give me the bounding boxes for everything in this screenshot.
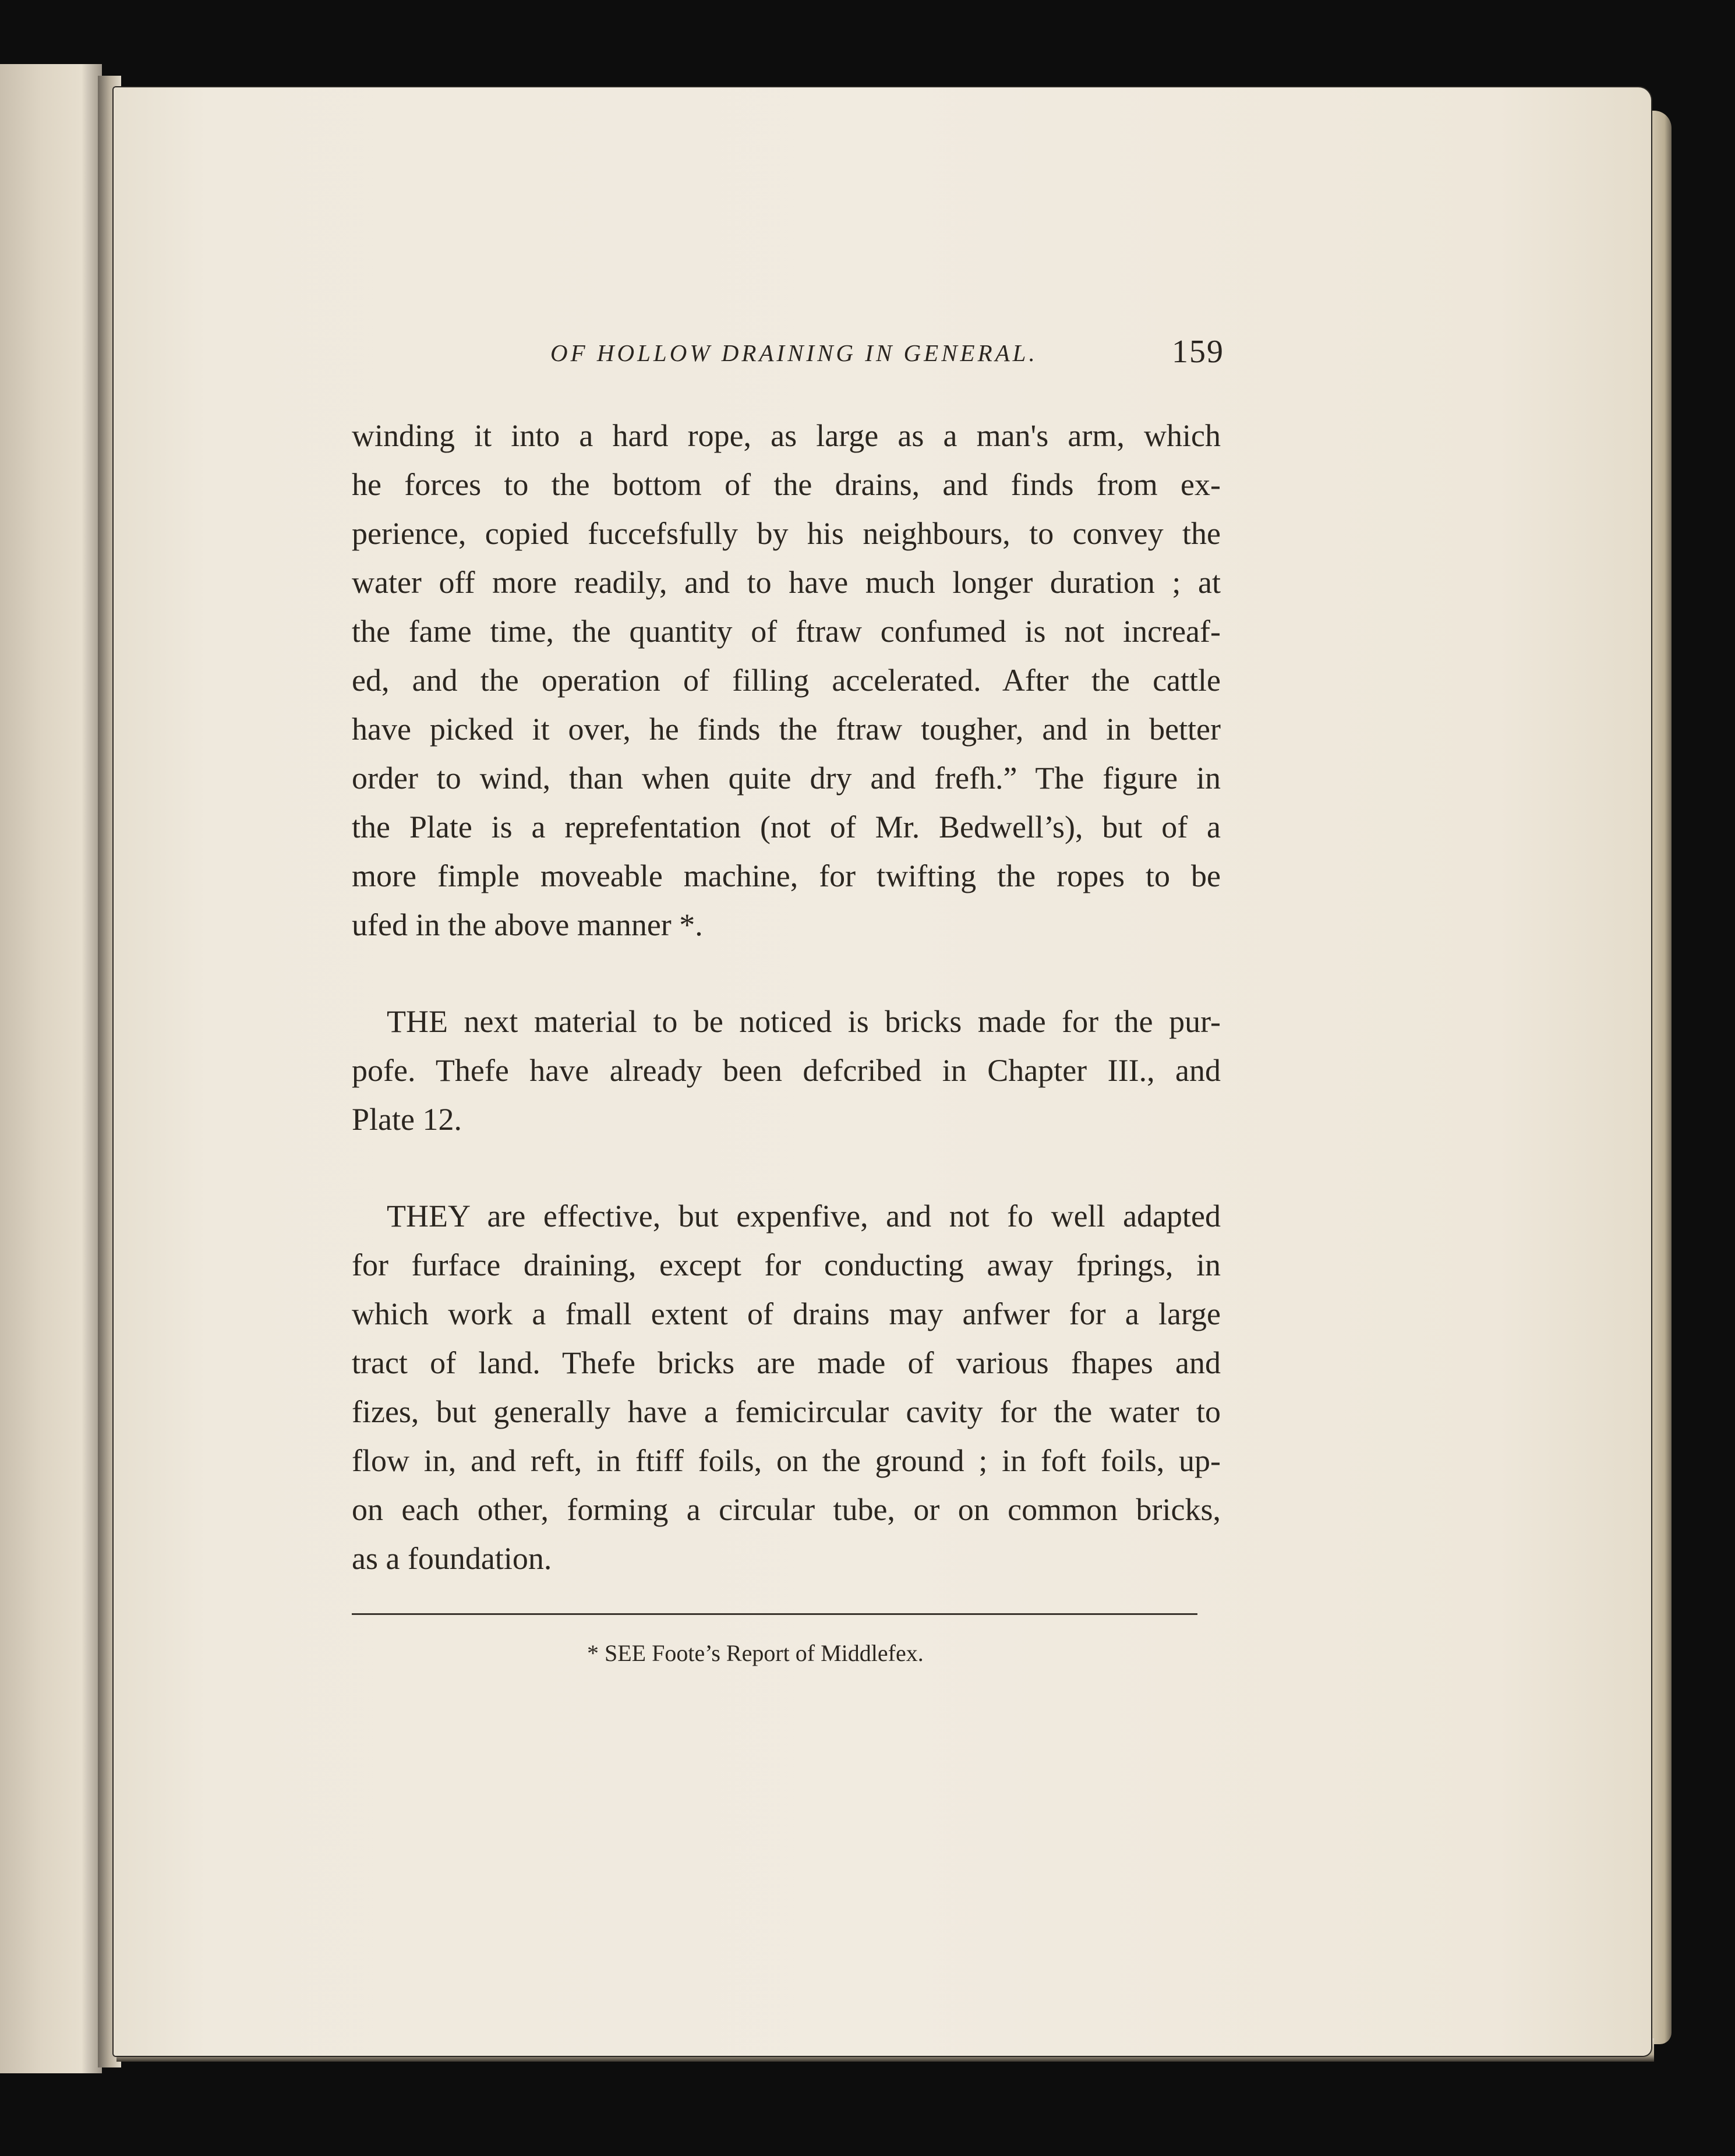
text-line: for furface draining, except for conducting away fprings, in — [352, 1247, 1221, 1282]
text-line: flow in, and reft, in ftiff foils, on the ground ; in foft foils, up- — [352, 1443, 1221, 1478]
running-head: OF HOLLOW DRAINING IN GENERAL. — [550, 340, 1038, 366]
text-line: Plate 12. — [352, 1102, 462, 1137]
text-line: order to wind, than when quite dry and frefh.” The figure in — [352, 761, 1221, 796]
text-line: perience, copied fuccefsfully by his neighbours, to convey the — [352, 516, 1221, 551]
paragraph-cont — [352, 1046, 1221, 1144]
text-line: winding it into a hard rope, as large as a man's arm, which — [352, 418, 1221, 453]
text-line: pofe. Thefe have already been defcribed in Chapter III., and — [352, 1053, 1221, 1088]
paragraph — [352, 1192, 1221, 1240]
text-line: on each other, forming a circular tube, or on common bricks, — [352, 1492, 1221, 1527]
text-line: water off more readily, and to have much longer duration ; at — [352, 565, 1221, 600]
text-line: fizes, but generally have a femicircular cavity for the water to — [352, 1394, 1221, 1429]
paragraph-cont — [352, 1240, 1221, 1583]
text-line: have picked it over, he finds the ftraw tougher, and in better — [352, 712, 1221, 747]
paragraph — [352, 411, 1221, 949]
text-line: THE next material to be noticed is bricks made for the pur- — [387, 1004, 1221, 1039]
text-line: THEY are effective, but expenfive, and not fo well adapted — [387, 1199, 1221, 1233]
text-line: the Plate is a reprefentation (not of Mr. Bedwell’s), but of a — [352, 810, 1221, 844]
text-line: which work a fmall extent of drains may anfwer for a large — [352, 1296, 1221, 1331]
footnote: * SEE Foote’s Report of Middlefex. — [587, 1640, 924, 1666]
text-line: the fame time, the quantity of ftraw confumed is not increaf- — [352, 614, 1221, 649]
text-line: ed, and the operation of filling accelerated. After the cattle — [352, 663, 1221, 698]
page-number: 159 — [1172, 334, 1224, 370]
text-line: more fimple moveable machine, for twifting the ropes to be — [352, 858, 1221, 893]
body-text — [352, 411, 1221, 1583]
footnote-rule — [352, 1613, 1197, 1615]
text-line: tract of land. Thefe bricks are made of various fhapes and — [352, 1345, 1221, 1380]
facing-page-edge — [0, 64, 102, 2073]
paragraph — [352, 997, 1221, 1046]
text-line: as a foundation. — [352, 1541, 552, 1576]
text-line: ufed in the above manner *. — [352, 907, 703, 942]
text-line: he forces to the bottom of the drains, and finds from ex- — [352, 467, 1221, 502]
